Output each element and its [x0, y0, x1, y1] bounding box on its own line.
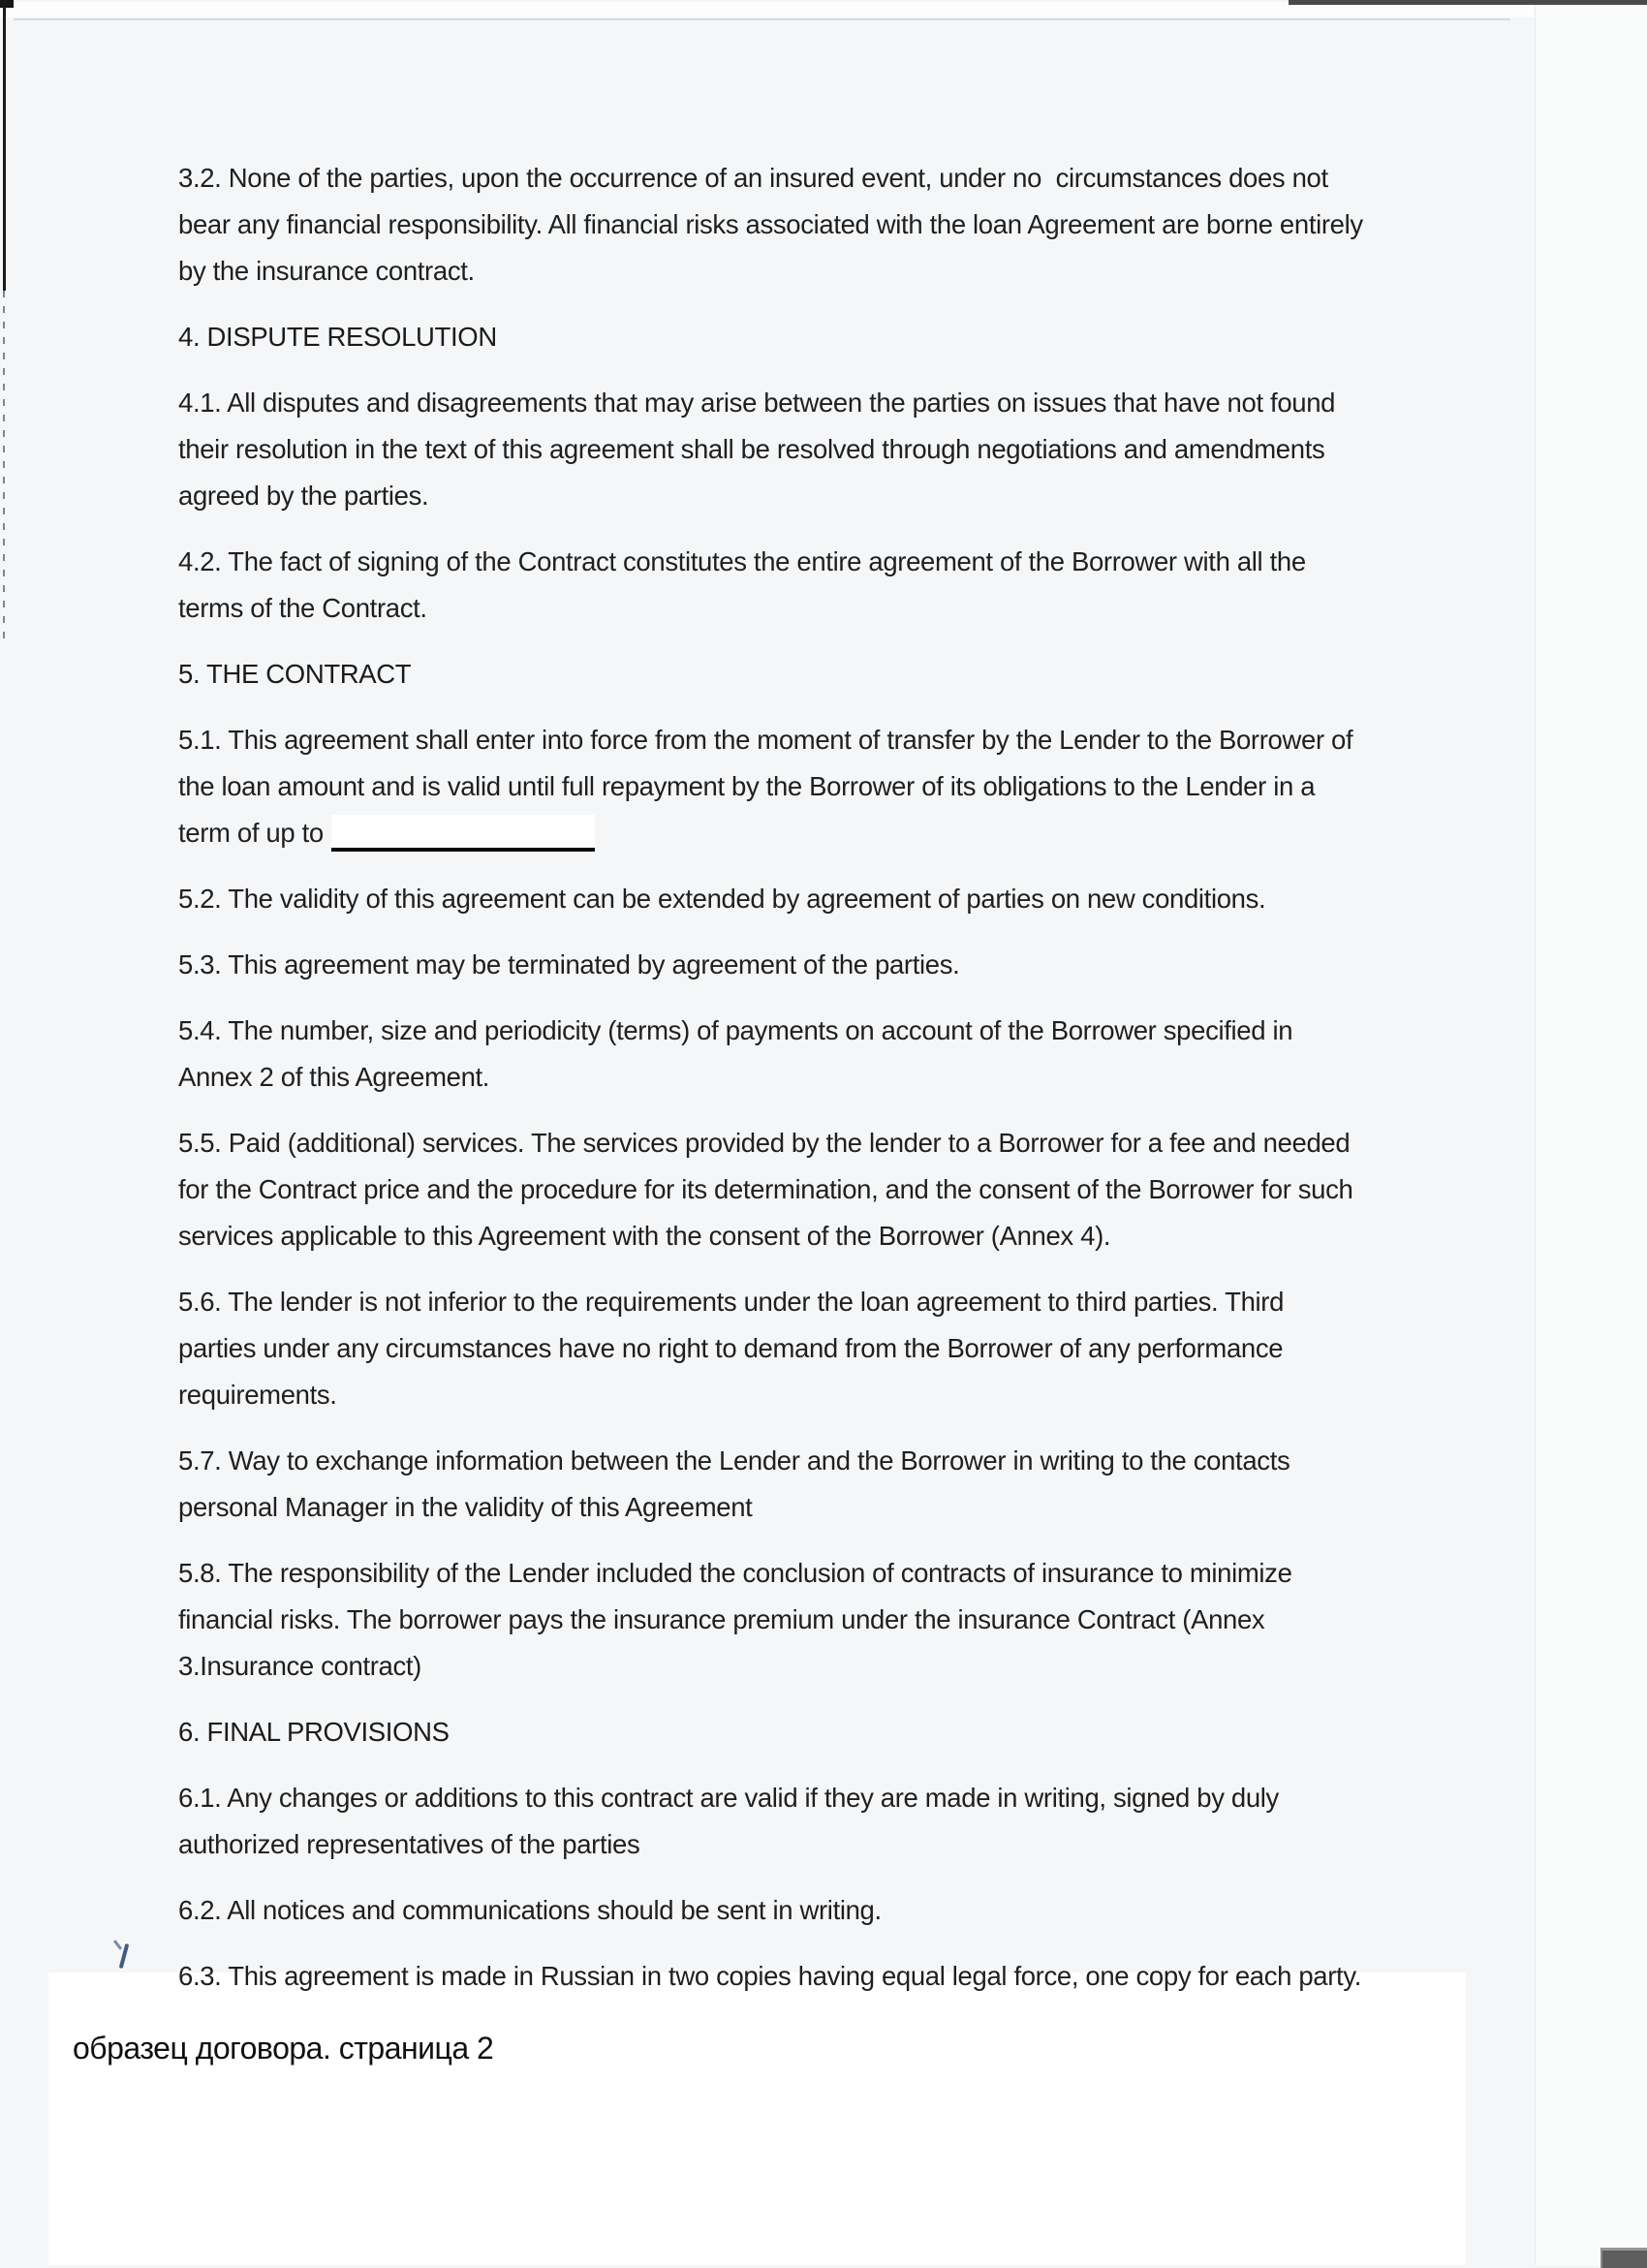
text-line: 5.8. The responsibility of the Lender included the conclusion of contracts of insurance to minimize	[178, 1558, 1292, 1588]
text-line: services applicable to this Agreement with the consent of the Borrower (Annex 4).	[178, 1221, 1111, 1251]
scan-edge-artifact-left	[3, 0, 6, 291]
text-line: 3.2. None of the parties, upon the occurrence of an insured event, under no circumstances does not	[178, 163, 1328, 193]
text-line: 5.2. The validity of this agreement can be extended by agreement of parties on new conditions.	[178, 884, 1266, 914]
clause-5-5	[178, 1120, 1496, 1259]
text-line: by the insurance contract.	[178, 256, 475, 286]
pen-mark	[114, 1940, 134, 1973]
text-line: Annex 2 of this Agreement.	[178, 1062, 490, 1092]
clause-4-1	[178, 380, 1496, 519]
text-line: 4.2. The fact of signing of the Contract constitutes the entire agreement of the Borrower with all the	[178, 546, 1306, 576]
text-line: authorized representatives of the parties	[178, 1829, 640, 1859]
text-line: 5.6. The lender is not inferior to the requirements under the loan agreement to third parties. Third	[178, 1287, 1285, 1317]
text-line: financial risks. The borrower pays the insurance premium under the insurance Contract (Annex	[178, 1604, 1265, 1634]
text-line: requirements.	[178, 1380, 337, 1410]
text-line: 5.7. Way to exchange information between the Lender and the Borrower in writing to the contacts	[178, 1445, 1290, 1476]
paper-top-edge-line	[14, 18, 1510, 20]
clause-5-6	[178, 1279, 1496, 1418]
text-line: 6.2. All notices and communications should be sent in writing.	[178, 1895, 882, 1925]
text-line: 6.3. This agreement is made in Russian in two copies having equal legal force, one copy for each party.	[178, 1961, 1362, 1991]
text-line: 5.3. This agreement may be terminated by agreement of the parties.	[178, 949, 960, 979]
clause-5-3	[178, 942, 1496, 988]
scan-edge-artifact-top-right	[1289, 0, 1647, 5]
clause-4-2	[178, 539, 1496, 632]
clause-5-8	[178, 1550, 1496, 1690]
text-line: 4. DISPUTE RESOLUTION	[178, 322, 497, 352]
text-line: 6.1. Any changes or additions to this contract are valid if they are made in writing, signed by duly	[178, 1783, 1279, 1813]
text-line: 5.4. The number, size and periodicity (terms) of payments on account of the Borrower specified in	[178, 1015, 1293, 1045]
clause-6-2	[178, 1887, 1496, 1934]
text-line: terms of the Contract.	[178, 593, 427, 623]
text-line: parties under any circumstances have no right to demand from the Borrower of any performance	[178, 1333, 1284, 1363]
text-line: 5. THE CONTRACT	[178, 659, 412, 689]
page-caption: образец договора. страница 2	[73, 2031, 494, 2066]
section-4-heading	[178, 314, 1496, 360]
text-line: their resolution in the text of this agreement shall be resolved through negotiations and amendments	[178, 434, 1325, 464]
contract-text-body	[178, 155, 1496, 2019]
scan-edge-artifact-left-faint	[3, 291, 5, 639]
clause-5-2	[178, 876, 1496, 922]
text-line: 5.5. Paid (additional) services. The services provided by the lender to a Borrower for a fee and needed	[178, 1128, 1351, 1158]
text-line: personal Manager in the validity of this Agreement	[178, 1492, 753, 1522]
text-line: for the Contract price and the procedure for its determination, and the consent of the Borrower for such	[178, 1174, 1353, 1204]
text-line: term of up to	[178, 810, 1496, 856]
blank-underline	[331, 815, 595, 852]
clause-3-2	[178, 155, 1496, 295]
text-line: agreed by the parties.	[178, 481, 429, 511]
section-5-heading	[178, 651, 1496, 698]
text-line: 6. FINAL PROVISIONS	[178, 1717, 450, 1747]
clause-5-1	[178, 717, 1496, 856]
text-line: 5.1. This agreement shall enter into force from the moment of transfer by the Lender to the Borrower of	[178, 725, 1353, 755]
clause-5-4	[178, 1008, 1496, 1101]
text-line: bear any financial responsibility. All financial risks associated with the loan Agreement are borne entirely	[178, 209, 1363, 239]
clause-6-1	[178, 1775, 1496, 1868]
text-line: 4.1. All disputes and disagreements that may arise between the parties on issues that have not found	[178, 388, 1336, 418]
pen-stroke	[113, 1940, 122, 1950]
section-6-heading	[178, 1709, 1496, 1755]
text-line: 3.Insurance contract)	[178, 1651, 421, 1681]
clause-6-3	[178, 1953, 1496, 2000]
clause-5-7	[178, 1438, 1496, 1531]
text-line: the loan amount and is valid until full repayment by the Borrower of its obligations to the Lender in a	[178, 771, 1316, 801]
scanner-background-strip	[1535, 0, 1647, 2265]
